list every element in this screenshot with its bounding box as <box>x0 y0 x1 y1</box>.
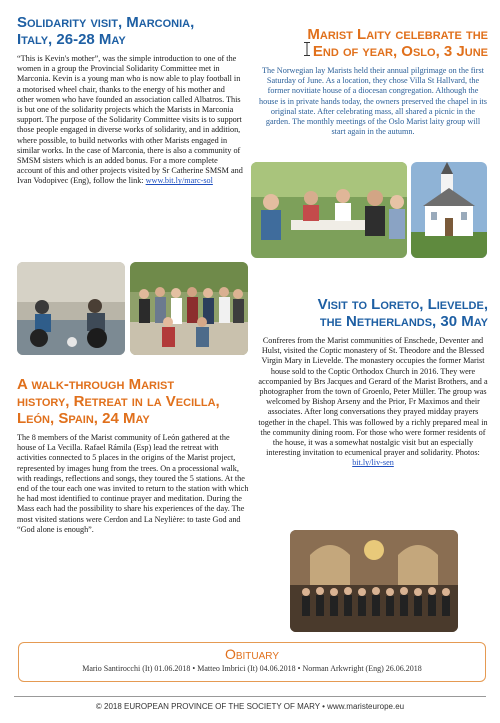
title-line: history, Retreat in la Vecilla, <box>17 393 220 410</box>
article-loreto <box>258 296 488 469</box>
article-laity <box>258 26 488 137</box>
article-vecilla <box>17 376 249 535</box>
title-line: Solidarity visit, Marconia, <box>17 14 195 31</box>
text-cursor-icon <box>304 42 310 56</box>
article-body: The 8 members of the Marist community of León gathered at the house of La Vecilla. Rafael Rámila (Esp) lead the retreat with activities connected to 5 places in the origins of the Marist project, represented by images hung from the trees. On a processional walk, with readings, reflections and songs, they toured the 5 stations. At the end of the tour each one was invited to return to the station with which he had most identified to continue prayer and meditation. During the Mass each had the possibility to share his experiences of the day. The most visited stations were Cerdon and La Neylière: to taste God and “God alone is enough”. <box>17 433 249 534</box>
photo-laity-chapel <box>411 162 487 258</box>
footer-text: © 2018 EUROPEAN PROVINCE OF THE SOCIETY OF MARY • www.maristeurope.eu <box>95 702 405 711</box>
article-body <box>258 336 488 469</box>
body-text: “This is Kevin's mother”, was the simple introduction to one of the women in a group the Provincial Solidarity Committee met in Marconia. Kevin is a young man who is now able to play football in a motorised wheel chair, thanks to the energy of his mother and other women who have founded an association called Albatros. This is but one of the solidarity projects which the Marists in Marconia support. The purpose of the Solidarity Committee visits is to support those people engaged in diverse works of solidarity, and in addition, where possible, to build networks with other Marists engaged in similar works. In the case of Marconia, there is also a community of SMSM sisters which is an added bonus. For a more complete account of this and other projects visited by Sr Catherine SMSM and Ivan Vodopivec (Eng), follow the link: <box>17 54 243 186</box>
article-link[interactable]: www.bit.ly/marc-sol <box>145 176 213 186</box>
photo-wheelchair-football <box>17 262 125 355</box>
body-text: Confreres from the Marist communities of Enschede, Deventer and Hulst, visited the Coptic monastery of St. Theodore and the Blessed Virgin Mary in Lievelde. The monastery occupies the former Marist house sold to the Coptic Orthodox Church in 2016. They were accompanied by Brs Jacques and Gerard of the Marist Brothers, and a photographer from the town of Groenlo, Peter Müller. The group was welcomed by Bishop Arseny and the Prior, Fr Maximos and their associates. After long conversations they prayed midday prayers together in the chapel. This was followed by a richly prepared meal in the community dining room. For those who were former residents of the house, it was a somewhat nostalgic visit but an especially interesting invitation to ecumenical prayer and solidarity. Photos: <box>258 336 488 458</box>
article-title <box>17 14 243 48</box>
title-line: Italy, 26-28 May <box>17 31 126 48</box>
title-line: Marist Laity celebrate the <box>307 26 488 43</box>
article-title <box>258 26 488 60</box>
title-line: the Netherlands, 30 May <box>319 313 488 330</box>
obituary-box <box>18 642 486 682</box>
title-line: A walk-through Marist <box>17 376 175 393</box>
article-solidarity <box>17 14 243 187</box>
article-link[interactable]: bit.ly/liv-sen <box>352 458 394 468</box>
article-title <box>258 296 488 330</box>
article-body <box>17 54 243 187</box>
page-footer <box>0 690 500 723</box>
article-body: The Norwegian lay Marists held their annual pilgrimage on the first Saturday of June. As a location, they chose Villa St Hallvard, the former novitiate house of a diocesan congregation. Although the house is in private hands today, the owners preserved the chapel in its original state. After celebrating mass, all shared a picnic in the garden. The monthly meetings of the Oslo Marist laity group will start again in the autumn. <box>259 66 487 137</box>
footer-divider <box>14 696 486 697</box>
title-line: Visit to Loreto, Lievelde, <box>317 296 488 313</box>
photo-solidarity-group <box>130 262 248 355</box>
obituary-entries: Mario Santirocchi (It) 01.06.2018 • Matteo Imbrici (It) 04.06.2018 • Norman Arkwright (Eng) 26.06.2018 <box>82 664 422 673</box>
title-line: End of year, Oslo, 3 June <box>312 43 488 60</box>
title-line: León, Spain, 24 May <box>17 410 150 427</box>
photo-laity-picnic <box>251 162 407 258</box>
obituary-title: Obituary <box>224 646 280 662</box>
photo-loreto-chapel-group <box>290 530 458 632</box>
article-title <box>17 376 249 427</box>
